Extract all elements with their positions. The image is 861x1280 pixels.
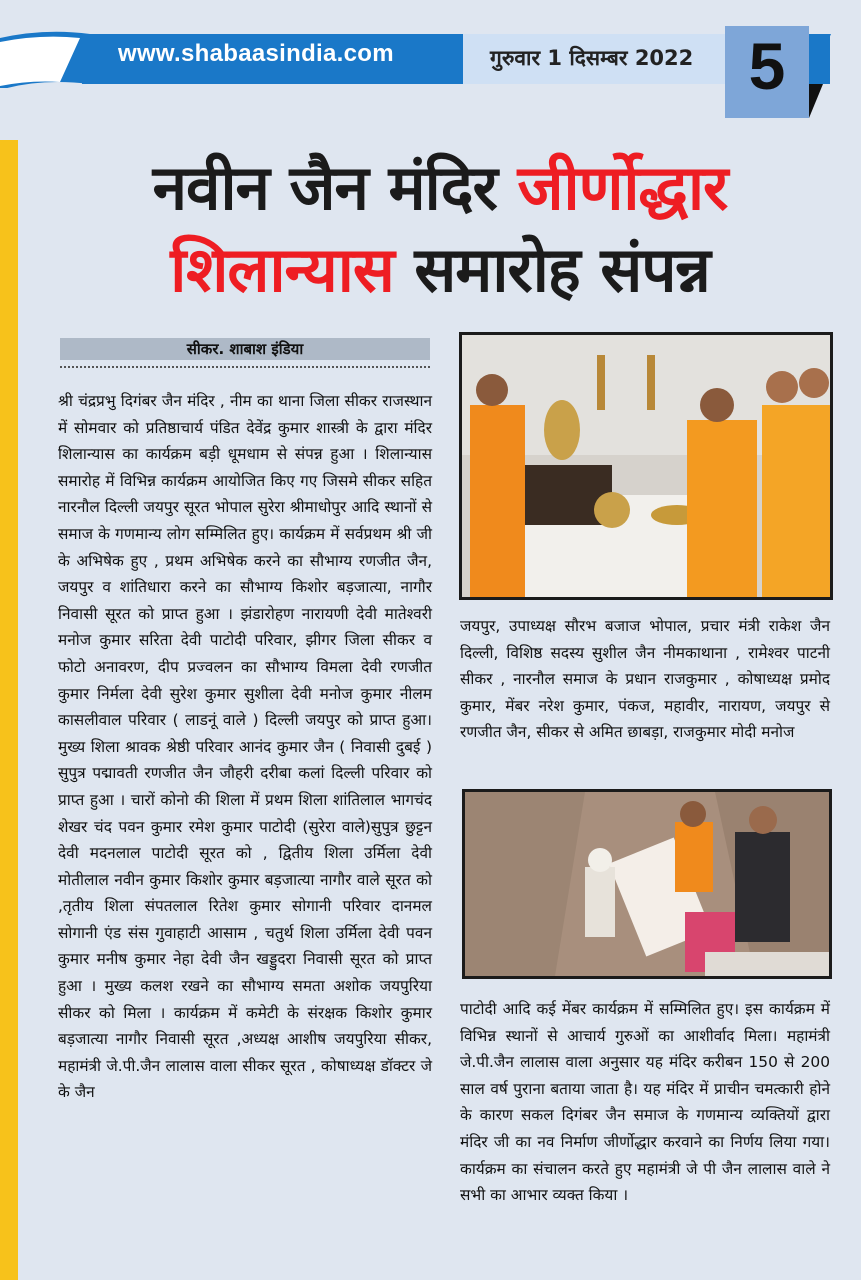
header-swoosh-graphic xyxy=(0,28,90,88)
article-right-column-top: जयपुर, उपाध्यक्ष सौरभ बजाज भोपाल, प्रचार मंत्री राकेश जैन दिल्ली, विशिष्ठ सदस्य सुशील जैन नीमकाथाना , रामेश्वर पाटनी सीकर , नारनौल समाज के प्रधान राजकुमार , कोषाध्यक्ष प्रमोद कुमार, मेंबर नरेश कुमार, पंकज, महावीर, नारायण, जयपुर से रणजीत जैन, सीकर से अमित छाबड़ा, राजकुमार मोदी मनोज xyxy=(460,617,830,742)
side-accent-bar xyxy=(0,140,18,1280)
dateline: सीकर. शाबाश इंडिया xyxy=(186,340,304,358)
ceremony-photo-image xyxy=(462,335,830,597)
header-corner xyxy=(809,34,831,84)
site-url: www.shabaasindia.com xyxy=(118,40,394,67)
headline-line-1 xyxy=(40,152,840,224)
ceremony-photo xyxy=(459,332,833,600)
page-number: 5 xyxy=(748,29,786,103)
article-right-column-bottom: पाटोदी आदि कई मेंबर कार्यक्रम में सम्मिलित हुए। इस कार्यक्रम में विभिन्न स्थानों से आचार्य गुरुओं का आशीर्वाद मिला। महामंत्री जे.पी.जैन लालास वाला अनुसार यह मंदिर करीबन 150 से 200 साल वर्ष पुराना बताया जाता है। यह मंदिर में प्राचीन चमत्कारी होने के कारण सकल दिगंबर जैन समाज के गणमान्य व्यक्तियों द्वारा मंदिर जी का नव निर्माण जीर्णोद्धार करवाने का निर्णय लिया गया। कार्यक्रम का संचालन करते हुए महामंत्री जे पी जैन लालास वाले ने सभी का आभार व्यक्त किया । xyxy=(460,1000,830,1205)
foundation-stone-photo-image xyxy=(465,792,829,976)
headline-line-2 xyxy=(40,234,840,306)
issue-date: गुरुवार 1 दिसम्बर 2022 xyxy=(490,46,694,70)
headline-part-dark: नवीन जैन मंदिर xyxy=(152,151,497,224)
dotted-divider xyxy=(60,366,430,368)
article-left-column: श्री चंद्रप्रभु दिगंबर जैन मंदिर , नीम का थाना जिला सीकर राजस्थान में सोमवार को प्रतिष्ठाचार्य पंडित देवेंद्र कुमार शास्त्री के द्वारा मंदिर शिलान्यास का कार्यक्रम बड़ी धूमधाम से संपन्न हुआ । शिलान्यास समारोह में विभिन्न कार्यक्रम आयोजित किए गए जिसमे सीकर सहित नारनौल दिल्ली जयपुर सूरत भोपाल सुरेरा श्रीमाधोपुर आदि स्थानों से समाज के गणमान्य लोग सम्मिलित हुए। कार्यक्रम में सर्वप्रथम श्री जी के अभिषेक हुए , प्रथम अभिषेक करने का सौभाग्य रणजीत जैन, जयपुर व शांतिधारा करने का सौभाग्य किशोर बड़जात्या, नागौर निवासी सूरत को प्राप्त हुआ । झंडारोहण नारायणी देवी मातेश्वरी मनोज कुमार सरिता देवी पाटोदी परिवार, झीगर जिला सीकर व फोटो अनावरण, दीप प्रज्वलन का सौभाग्य विमला देवी रणजीत कुमार निर्मला देवी सुरेश कुमार सुशीला देवी मनोज कुमार नीलम कासलीवाल परिवार ( लाडनूं वाले ) दिल्ली जयपुर को प्राप्त हुआ। मुख्य शिला श्रावक श्रेष्ठी परिवार आनंद कुमार जैन ( निवासी दुबई ) सुपुत्र पद्मावती रणजीत जैन जौहरी दरीबा कलां दिल्ली परिवार को प्राप्त हुआ । चारों कोनो की शिला में प्रथम शिला शांतिलाल भागचंद शेखर चंद पवन कुमार रमेश कुमार पाटोदी (सुरेरा वाले)सुपुत्र छुट्टन देवी मदनलाल पाटोदी सूरत को , द्वितीय शिला उर्मिला देवी मोतीलाल नवीन कुमार किशोर कुमार बड़जात्या नागौर वाले सूरत को ,तृतीय शिला संपतलाल रितेश कुमार सोगानी परिवार दानमल सोगानी एंड संस गुवाहाटी आसाम , चतुर्थ शिला उर्मिला देवी पवन कुमार मनीष कुमार नेहा देवी जैन खड्डुदरा निवासी सूरत को प्राप्त हुआ । मुख्य कलश रखने का सौभाग्य समता अशोक जयपुरिया सीकर को मिला । कार्यक्रम में कमेटी के संरक्षक किशोर कुमार बड़जात्या नागौर निवासी सूरत ,अध्यक्ष आशीष जयपुरिया सीकर, महामंत्री जे.पी.जैन लालास वाला सीकर सूरत , कोषाध्यक्ष डॉक्टर जे के जैन xyxy=(58,392,432,1102)
foundation-stone-photo xyxy=(462,789,832,979)
header-corner-shadow xyxy=(809,84,823,118)
headline-part-red: जीर्णोद्धार xyxy=(517,151,728,224)
headline-part-red: शिलान्यास xyxy=(170,233,394,306)
headline-part-dark: समारोह संपन्न xyxy=(414,233,710,306)
